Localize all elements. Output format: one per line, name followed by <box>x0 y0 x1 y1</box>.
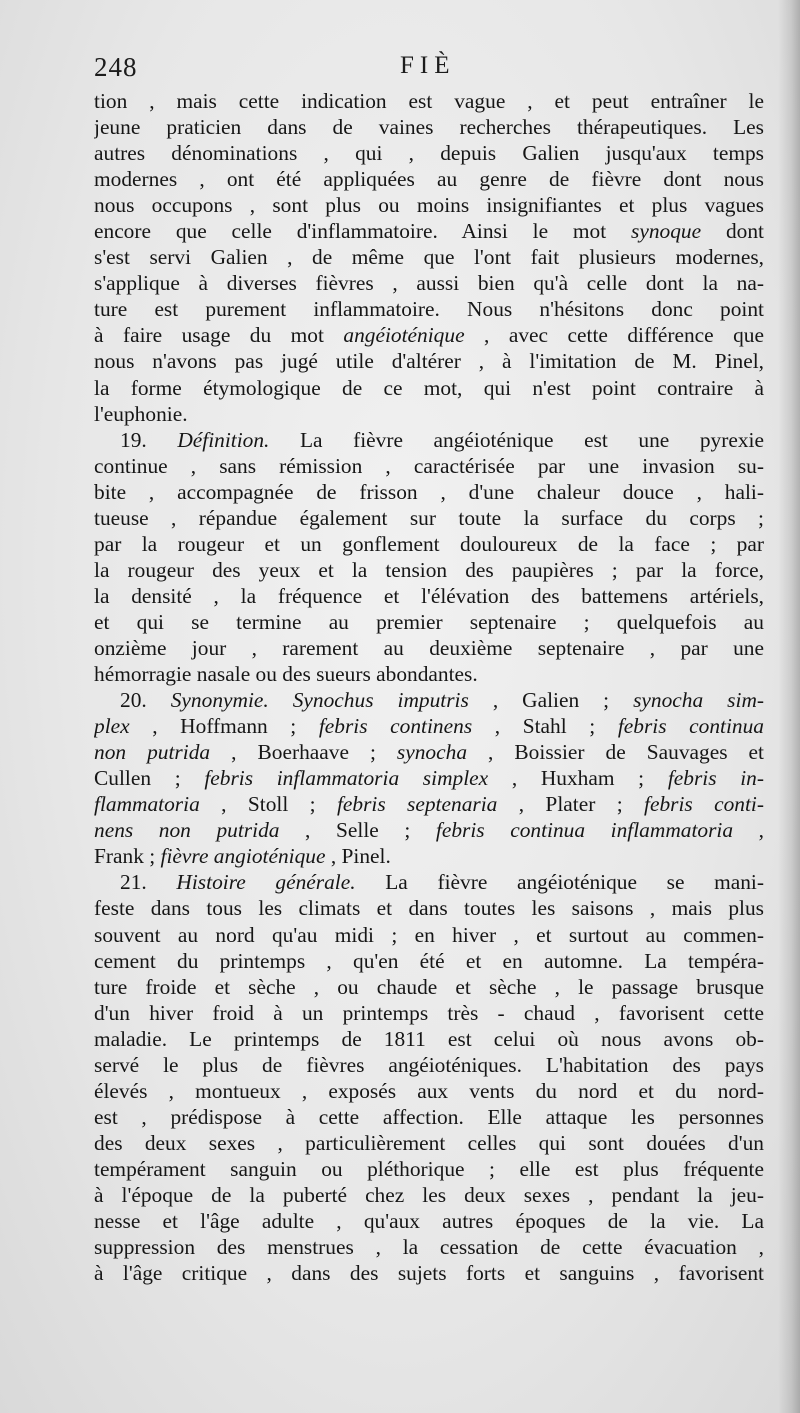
text-line <box>94 713 764 739</box>
text-segment: à faire usage du mot <box>94 323 344 348</box>
text-line <box>94 635 764 661</box>
italic-text: synocha sim- <box>633 688 764 713</box>
italic-text: febris continua <box>617 714 764 739</box>
text-segment: continue , sans rémission , caractérisée par une invasion su- <box>94 453 764 478</box>
text-line <box>94 869 764 895</box>
text-line <box>94 974 764 1000</box>
text-line <box>94 479 764 505</box>
text-segment: hémorragie nasale ou des sueurs abondantes. <box>94 662 478 687</box>
italic-text: angéioténique <box>343 323 465 348</box>
text-line <box>94 609 764 635</box>
text-line <box>94 895 764 921</box>
text-segment: souvent au nord qu'au midi ; en hiver , et surtout au commen- <box>94 922 764 947</box>
text-segment: des deux sexes , particulièrement celles qui sont douées d'un <box>94 1130 764 1155</box>
text-line <box>94 166 764 192</box>
text-segment: ture froide et sèche , ou chaude et sèche , le passage brusque <box>94 974 764 999</box>
text-segment: , Stahl ; <box>472 714 618 739</box>
text-segment: à l'époque de la puberté chez les deux sexes , pendant la jeu- <box>94 1182 764 1207</box>
text-segment: , avec cette différence que <box>464 323 764 348</box>
text-segment: La fièvre angéioténique est une pyrexie <box>269 427 764 452</box>
text-segment: est , prédispose à cette affection. Elle attaque les personnes <box>94 1104 764 1129</box>
italic-text: synocha <box>396 740 468 765</box>
italic-text: Histoire générale. <box>176 870 356 895</box>
italic-text: plex <box>94 714 130 739</box>
text-line <box>94 1078 764 1104</box>
text-line <box>94 140 764 166</box>
page-header <box>94 52 764 92</box>
text-line <box>94 375 764 401</box>
italic-text: synoque <box>631 219 702 244</box>
text-line <box>94 401 764 427</box>
text-line <box>94 531 764 557</box>
text-segment: Frank ; <box>94 844 161 869</box>
text-line <box>94 1234 764 1260</box>
italic-text: Définition. <box>177 427 270 452</box>
text-line <box>94 1026 764 1052</box>
text-line <box>94 1156 764 1182</box>
text-segment: feste dans tous les climats et dans toutes les saisons , mais plus <box>94 896 764 921</box>
text-segment: modernes , ont été appliquées au genre de fièvre dont nous <box>94 167 764 192</box>
text-line <box>94 244 764 270</box>
text-line <box>94 765 764 791</box>
italic-text: febris septenaria <box>336 792 498 817</box>
italic-text: non putrida <box>94 740 211 765</box>
text-segment: jeune praticien dans de vaines recherches thérapeutiques. Les <box>94 115 764 140</box>
binding-shadow <box>778 0 800 1413</box>
text-segment: , Selle ; <box>279 818 436 843</box>
body-text <box>94 88 764 1286</box>
text-segment: cement du printemps , qu'en été et en automne. La tempéra- <box>94 948 764 973</box>
text-segment: la rougeur des yeux et la tension des paupières ; par la force, <box>94 557 764 582</box>
text-segment: élevés , montueux , exposés aux vents du nord et du nord- <box>94 1078 764 1103</box>
text-segment: tempérament sanguin ou pléthorique ; elle est plus fréquente <box>94 1156 764 1181</box>
text-line <box>94 1260 764 1286</box>
text-segment: , <box>733 818 764 843</box>
text-line <box>94 557 764 583</box>
text-segment: maladie. Le printemps de 1811 est celui où nous avons ob- <box>94 1026 764 1051</box>
text-segment: , Boissier de Sauvages et <box>467 740 764 765</box>
text-line <box>94 192 764 218</box>
italic-text: febris continua inflammatoria <box>435 818 734 843</box>
italic-text: Synonymie. Synochus imputris <box>170 688 469 713</box>
italic-text: flammatoria <box>94 792 200 817</box>
italic-text: febris continens <box>318 714 473 739</box>
text-segment: s'applique à diverses fièvres , aussi bien qu'à celle dont la na- <box>94 271 764 296</box>
text-line <box>94 114 764 140</box>
text-line <box>94 218 764 244</box>
text-line <box>94 922 764 948</box>
text-line <box>94 843 764 869</box>
text-line <box>94 88 764 114</box>
text-segment: d'un hiver froid à un printemps très - chaud , favorisent cette <box>94 1000 764 1025</box>
text-segment: ture est purement inflammatoire. Nous n'hésitons donc point <box>94 297 764 322</box>
text-segment: , Hoffmann ; <box>129 714 319 739</box>
text-segment: 20. <box>120 688 171 713</box>
text-line <box>94 791 764 817</box>
text-line <box>94 1208 764 1234</box>
text-segment: nous occupons , sont plus ou moins insignifiantes et plus vagues <box>94 193 764 218</box>
text-segment: La fièvre angéioténique se mani- <box>355 870 764 895</box>
text-segment: , Pinel. <box>325 844 391 869</box>
text-line <box>94 1052 764 1078</box>
text-line <box>94 453 764 479</box>
text-line <box>94 296 764 322</box>
text-segment: l'euphonie. <box>94 401 188 426</box>
text-segment: et qui se termine au premier septenaire ; quelquefois au <box>94 609 764 634</box>
text-segment: nesse et l'âge adulte , qu'aux autres époques de la vie. La <box>94 1209 764 1234</box>
text-segment: encore que celle d'inflammatoire. Ainsi le mot <box>94 219 632 244</box>
text-line <box>94 1182 764 1208</box>
italic-text: fièvre angioténique <box>160 844 326 869</box>
text-line <box>94 427 764 453</box>
text-line <box>94 322 764 348</box>
italic-text: nens non putrida <box>94 818 280 843</box>
text-segment: suppression des menstrues , la cessation de cette évacuation , <box>94 1235 764 1260</box>
text-segment: à l'âge critique , dans des sujets forts et sanguins , favorisent <box>94 1261 764 1286</box>
italic-text: febris in- <box>667 766 764 791</box>
text-segment: servé le plus de fièvres angéioténiques. L'habitation des pays <box>94 1052 764 1077</box>
text-segment: dont <box>701 219 764 244</box>
running-head: FIÈ <box>400 52 456 79</box>
text-line <box>94 739 764 765</box>
text-segment: la densité , la fréquence et l'élévation des battemens artériels, <box>94 583 764 608</box>
text-segment: par la rougeur et un gonflement douloureux de la face ; par <box>94 531 764 556</box>
text-line <box>94 270 764 296</box>
page-number: 248 <box>94 52 138 82</box>
text-line <box>94 1130 764 1156</box>
text-segment: 19. <box>120 427 178 452</box>
text-segment: la forme étymologique de ce mot, qui n'est point contraire à <box>94 375 764 400</box>
text-segment: , Huxham ; <box>488 766 668 791</box>
text-line <box>94 687 764 713</box>
text-line <box>94 817 764 843</box>
text-line <box>94 583 764 609</box>
text-segment: , Galien ; <box>468 688 634 713</box>
text-segment: tueuse , répandue également sur toute la surface du corps ; <box>94 505 764 530</box>
text-line <box>94 505 764 531</box>
text-segment: , Plater ; <box>497 792 645 817</box>
italic-text: febris conti- <box>644 792 764 817</box>
text-line <box>94 1000 764 1026</box>
text-line <box>94 1104 764 1130</box>
text-segment: , Boerhaave ; <box>210 740 397 765</box>
text-line <box>94 948 764 974</box>
text-segment: 21. <box>120 870 177 895</box>
text-segment: onzième jour , rarement au deuxième septenaire , par une <box>94 635 764 660</box>
text-segment: nous n'avons pas jugé utile d'altérer , à l'imitation de M. Pinel, <box>94 349 764 374</box>
text-segment: tion , mais cette indication est vague , et peut entraîner le <box>94 89 764 113</box>
text-segment: s'est servi Galien , de même que l'ont fait plusieurs modernes, <box>94 245 764 270</box>
text-segment: autres dénominations , qui , depuis Galien jusqu'aux temps <box>94 141 764 166</box>
text-segment: , Stoll ; <box>199 792 337 817</box>
italic-text: febris inflammatoria simplex <box>204 766 489 791</box>
text-segment: bite , accompagnée de frisson , d'une chaleur douce , hali- <box>94 479 764 504</box>
text-line <box>94 348 764 374</box>
text-segment: Cullen ; <box>94 766 205 791</box>
text-line <box>94 661 764 687</box>
